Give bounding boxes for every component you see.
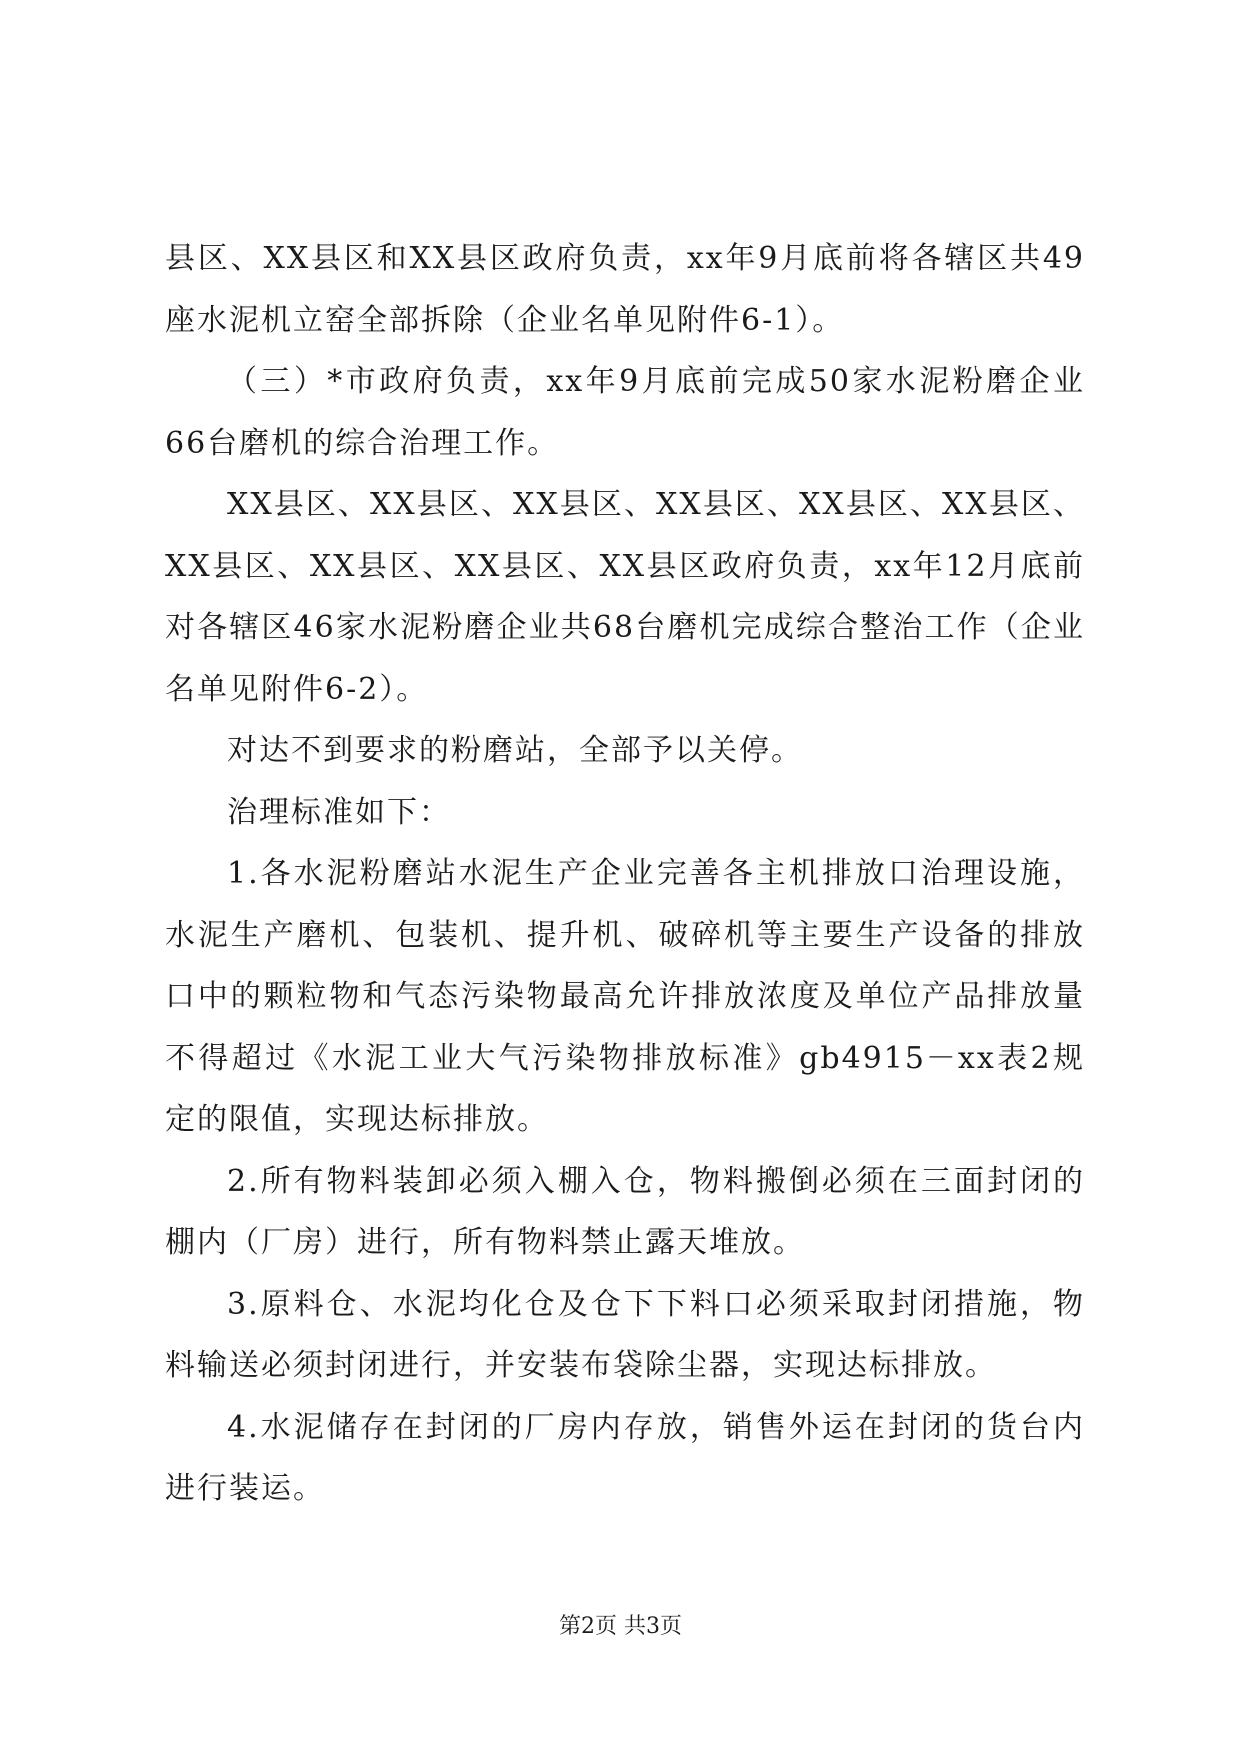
paragraph-county-responsibility: XX县区、XX县区、XX县区、XX县区、XX县区、XX县区、XX县区、XX县区、XX县区、XX县区政府负责，xx年12月底前对各辖区46家水泥粉磨企业共68台磨机完成综合整治工作（企业名单见附件6-2）。 [165,487,1085,707]
paragraph-standard-2: 2.所有物料装卸必须入棚入仓，物料搬倒必须在三面封闭的棚内（厂房）进行，所有物料禁止露天堆放。 [165,1163,1085,1260]
paragraph-closure: 对达不到要求的粉磨站，全部予以关停。 [227,733,803,768]
page-number-footer: 第2页 共3页 [559,1614,682,1639]
paragraph-continuation: 县区、XX县区和XX县区政府负责，xx年9月底前将各辖区共49座水泥机立窑全部拆除（企业名单见附件6-1）。 [165,241,1085,338]
paragraph-standard-3: 3.原料仓、水泥均化仓及仓下下料口必须采取封闭措施，物料输送必须封闭进行，并安装布袋除尘器，实现达标排放。 [165,1286,1085,1383]
document-body [165,228,1085,1520]
paragraph-section-three: （三）*市政府负责，xx年9月底前完成50家水泥粉磨企业66台磨机的综合治理工作。 [165,364,1085,461]
paragraph-standard-1: 1.各水泥粉磨站水泥生产企业完善各主机排放口治理设施，水泥生产磨机、包装机、提升机、破碎机等主要生产设备的排放口中的颗粒物和气态污染物最高允许排放浓度及单位产品排放量不得超过《水泥工业大气污染物排放标准》gb4915－xx表2规定的限值，实现达标排放。 [165,856,1085,1137]
paragraph-standard-4: 4.水泥储存在封闭的厂房内存放，销售外运在封闭的货台内进行装运。 [165,1409,1085,1506]
paragraph-standards-heading: 治理标准如下： [227,794,451,830]
